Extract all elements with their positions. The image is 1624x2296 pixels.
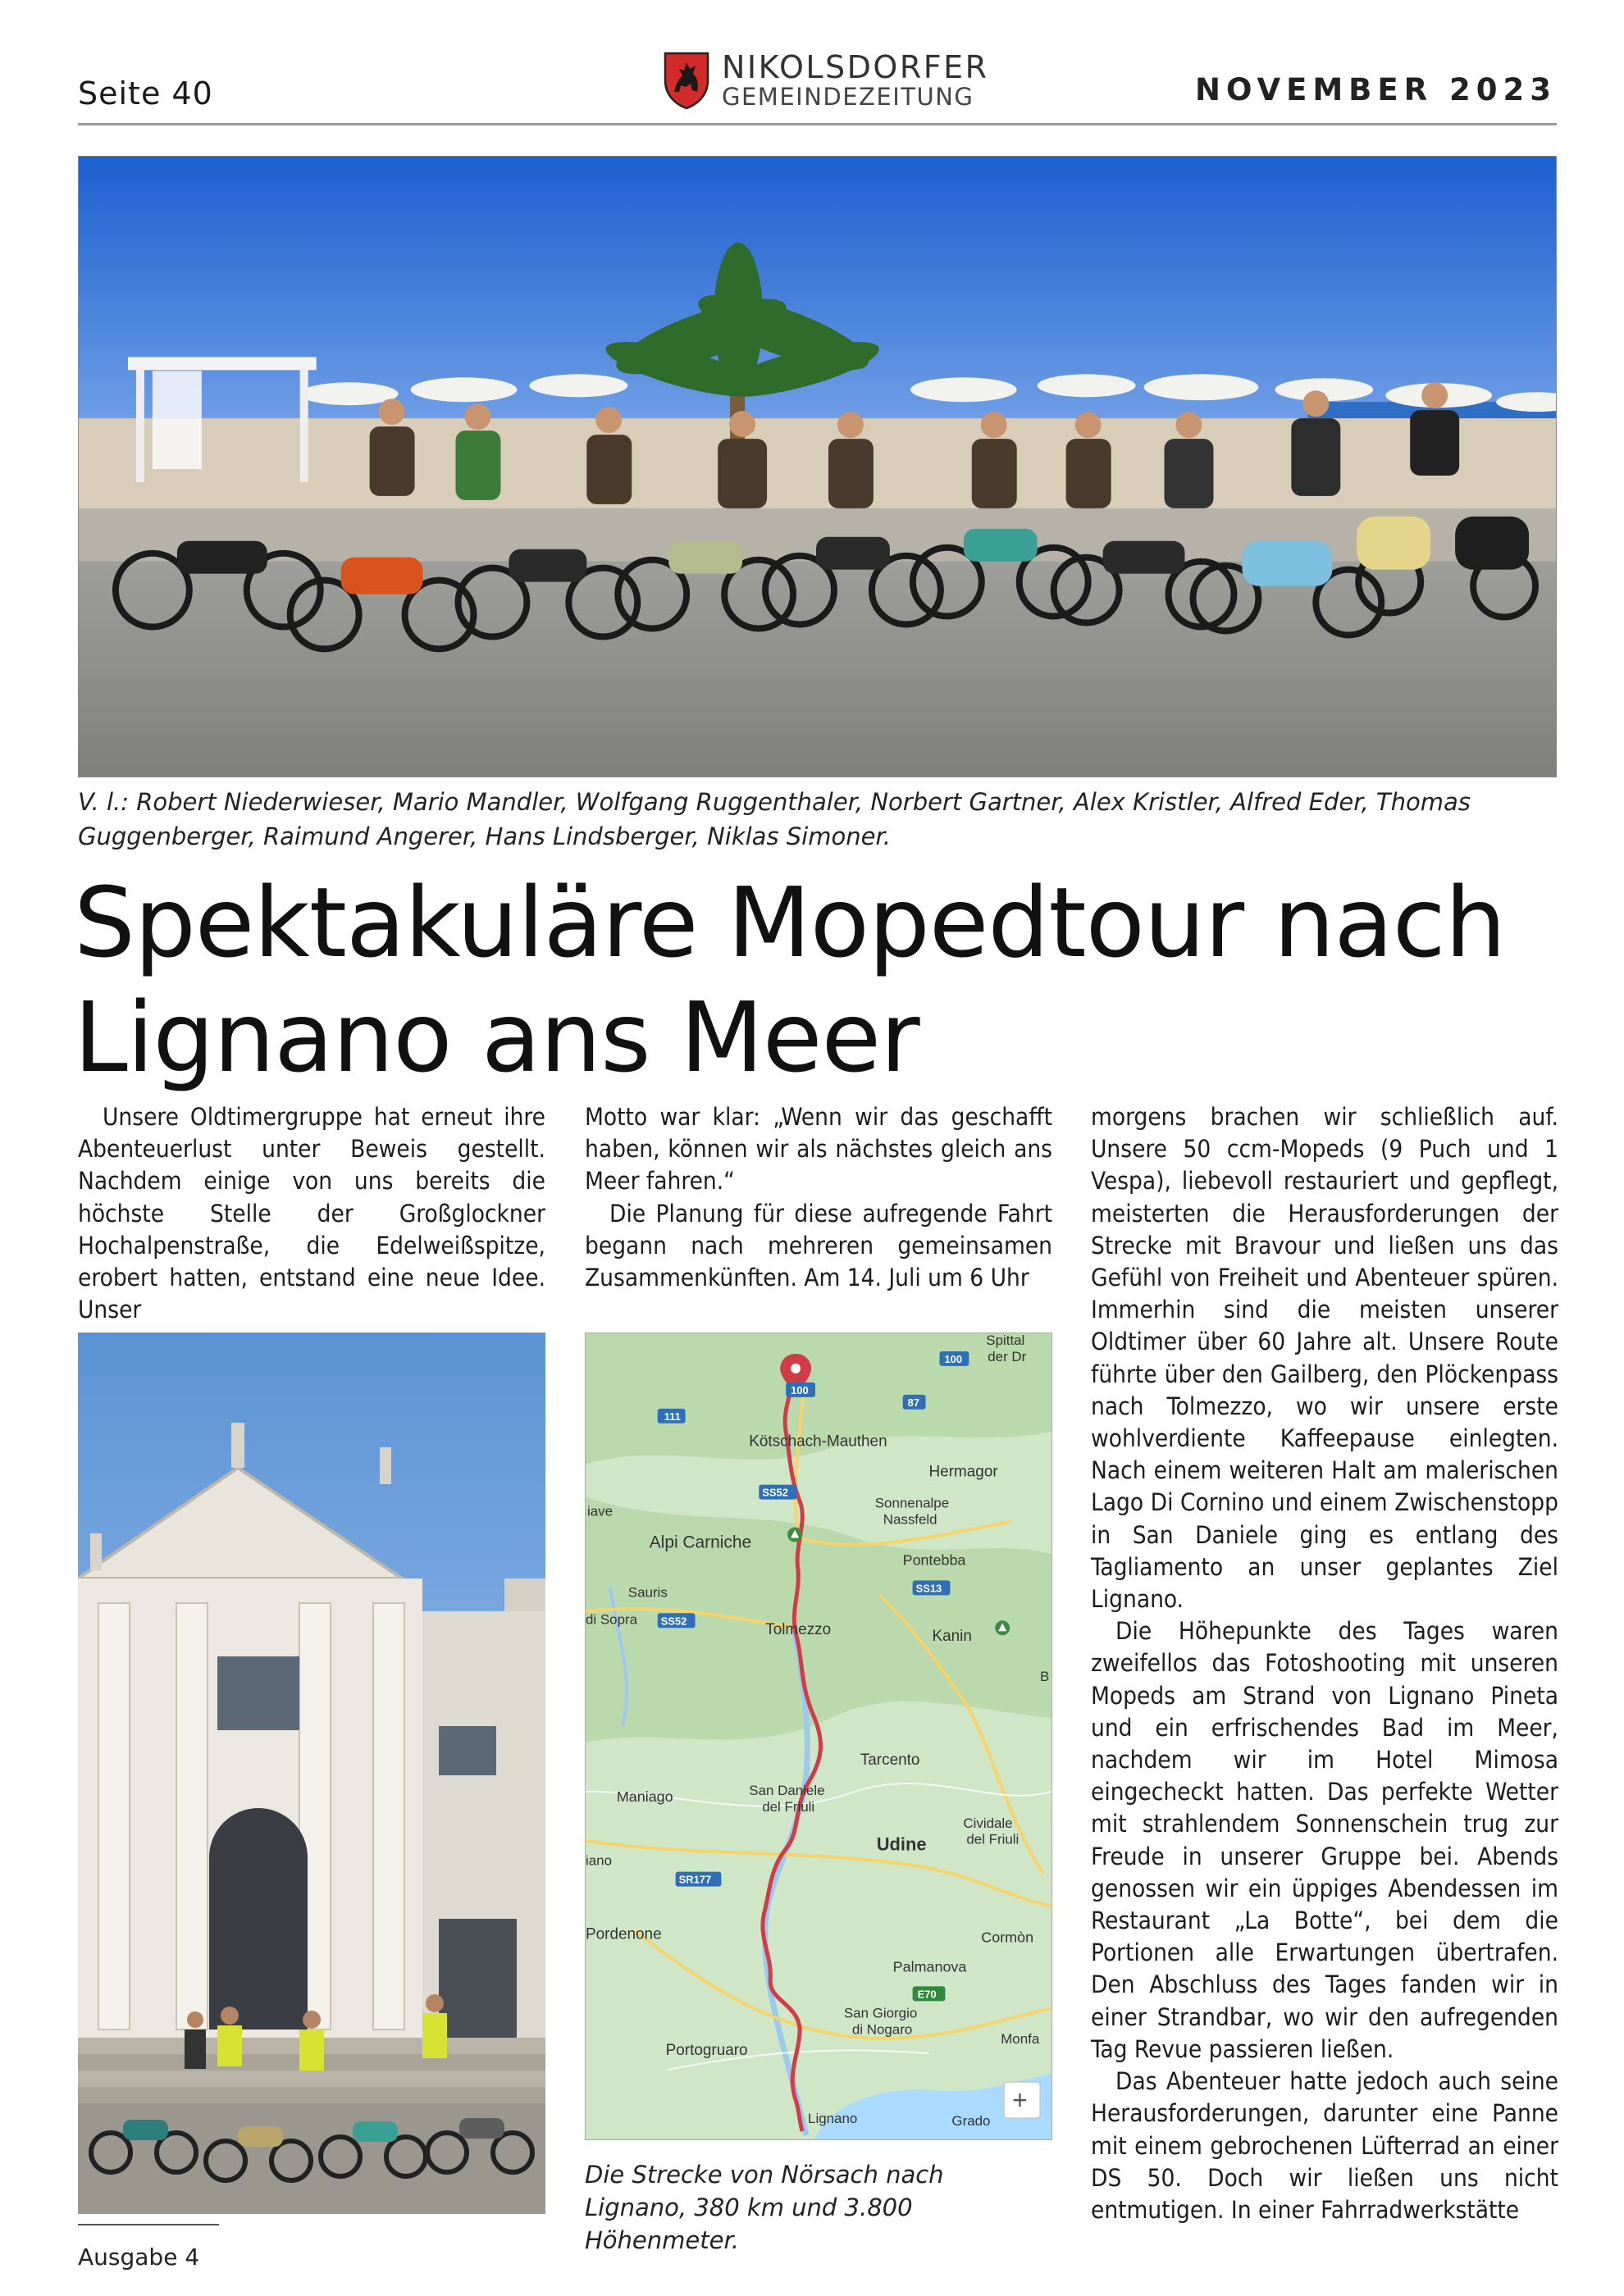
map-place-label: Sauris [627,1584,668,1601]
map-place-label: Kötschach-Mauthen [749,1433,887,1451]
map-place-label: Pontebba [902,1551,966,1569]
map-place-label: Spittal [986,1333,1025,1348]
map-place-label: Tolmezzo [765,1621,832,1639]
masthead-subtitle: GEMEINDEZEITUNG [722,83,974,111]
footer-divider [78,2224,219,2225]
map-place-label: San Daniele [749,1782,825,1798]
map-place-label: der Dr [988,1348,1027,1364]
hero-caption: V. l.: Robert Niederwieser, Mario Mandler, Wolfgang Ruggenthaler, Norbert Gartner, Alex Kristler, Alfred Eder, Thomas Guggenberger, Raimund Angerer, Hans Lindsberger, Niklas Simoner. [78,788,1471,850]
paragraph: morgens brachen wir schließlich auf. Unsere 50 ccm-Mopeds (9 Puch und 1 Vespa), liebevoll restauriert und gepflegt, meisterten die Herausforderungen der Strecke mit Bravour und ließen uns das Gefühl von Freiheit und Abenteuer spüren. Immerhin sind die meisten unserer Oldtimer über 60 Jahre alt. Unsere Route führte über den Gailberg, den Plöckenpass nach Tolmezzo, wo wir unsere erste wohlverdiente Kaffeepause einlegten. Nach einem weiteren Halt am malerischen Lago Di Cornino und einem Zwischenstopp in San Daniele ging es entlang des Tagliamento an unser geplantes Ziel Lignano. [1091,1103,1558,1614]
map-place-label: Portogruaro [665,2042,748,2060]
map-place-label: del Friuli [762,1798,815,1815]
road-label: SS52 [660,1615,687,1628]
map-place-label: Lignano [808,2111,858,2127]
map-place-label: B [1040,1669,1050,1685]
zoom-in-button[interactable] [1004,2082,1040,2118]
map-place-label: Cividale [963,1815,1013,1831]
map-place-label: Cormòn [981,1929,1034,1946]
map-place-label: Sonnenalpe [874,1495,950,1511]
header-divider [78,123,1557,125]
route-map [585,1332,1052,2140]
road-label: 100 [791,1383,809,1396]
map-place-label: Tarcento [860,1751,920,1769]
article-headline: Spektakuläre Mopedtour nach Lignano ans Meer [74,866,1506,1094]
map-place-label: Udine [876,1834,927,1855]
road-label: SR177 [678,1873,712,1886]
map-place-label: San Giorgio [843,2005,918,2021]
issue-date: NOVEMBER 2023 [1195,72,1557,107]
map-place-label: iave [586,1503,614,1519]
map-place-label: Maniago [616,1788,673,1805]
coat-of-arms-icon [663,51,710,110]
map-place-label: Nassfeld [883,1511,937,1528]
article-column-3 [1091,1101,1558,2226]
page-number: Seite 40 [78,75,213,112]
road-label: 100 [944,1352,963,1365]
masthead-logo [663,51,989,110]
map-place-label: Kanin [932,1628,972,1646]
paragraph: Die Höhepunkte des Tages waren zweifellos das Fotoshooting mit unseren Mopeds am Strand von Lignano Pineta und ein erfrischendes Bad im Meer, nachdem wir im Hotel Mimosa eingecheckt hatten. Das perfekte Wetter mit strahlendem Sonnenschein trug zur Freude in unserer Gruppe bei. Abends genossen wir ein üppiges Abendessen im Restaurant „La Botte“, bei dem die Portionen alle Erwartungen übertrafen. Den Abschluss des Tages fanden wir in einer Strandbar, wo wir den aufregenden Tag Revue passieren ließen. [1091,1617,1558,2063]
paragraph: Unsere Oldtimergruppe hat erneut ihre Abenteuerlust unter Beweis gestellt. Nachdem einige von uns bereits die höchste Stelle der Großglockner Hochalpenstraße, die Edelweißspitze, erobert hatten, entstand eine neue Idee. Unser [78,1103,545,1324]
map-place-label: del Friuli [966,1831,1020,1847]
masthead-title: NIKOLSDORFER [722,49,989,85]
map-place-label: Hermagor [928,1463,998,1481]
road-label: 87 [907,1396,920,1409]
map-place-label: di Sopra [586,1611,638,1628]
hero-photo [78,156,1557,777]
paragraph: Die Planung für diese aufregende Fahrt begann nach mehreren gemeinsamen Zusammenkünften. Am 14. Juli um 6 Uhr [585,1199,1052,1292]
road-label: E70 [917,1988,937,2001]
road-label: SS13 [915,1582,942,1595]
issue-label: Ausgabe 4 [78,2244,200,2271]
road-label: 111 [664,1410,681,1423]
zoom-in-icon: + [1012,2085,1028,2116]
map-place-label: iano [586,1852,613,1869]
paragraph: Motto war klar: „Wenn wir das geschafft haben, können wir als nächstes gleich ans Meer fahren.“ [585,1103,1052,1196]
map-place-label: Pordenone [586,1925,662,1943]
map-place-label: Monfa [1001,2031,1040,2048]
map-place-label: di Nogaro [851,2021,913,2038]
church-photo [78,1332,545,2214]
map-place-label: Palmanova [892,1958,967,1975]
paragraph: Das Abenteuer hatte jedoch auch seine Herausforderungen, darunter eine Panne mit einem gebrochenen Lüfterrad an einer DS 50. Doch wir ließen uns nicht entmutigen. In einer Fahrradwerkstätte [1091,2067,1558,2224]
article-column-1 [78,1101,545,1326]
road-label: SS52 [762,1486,788,1499]
map-caption: Die Strecke von Nörsach nach Lignano, 380 km und 3.800 Höhenmeter. [585,2161,944,2254]
map-place-label: Alpi Carniche [649,1533,752,1552]
map-place-label: Grado [951,2113,991,2130]
article-column-2 [585,1101,1052,1294]
